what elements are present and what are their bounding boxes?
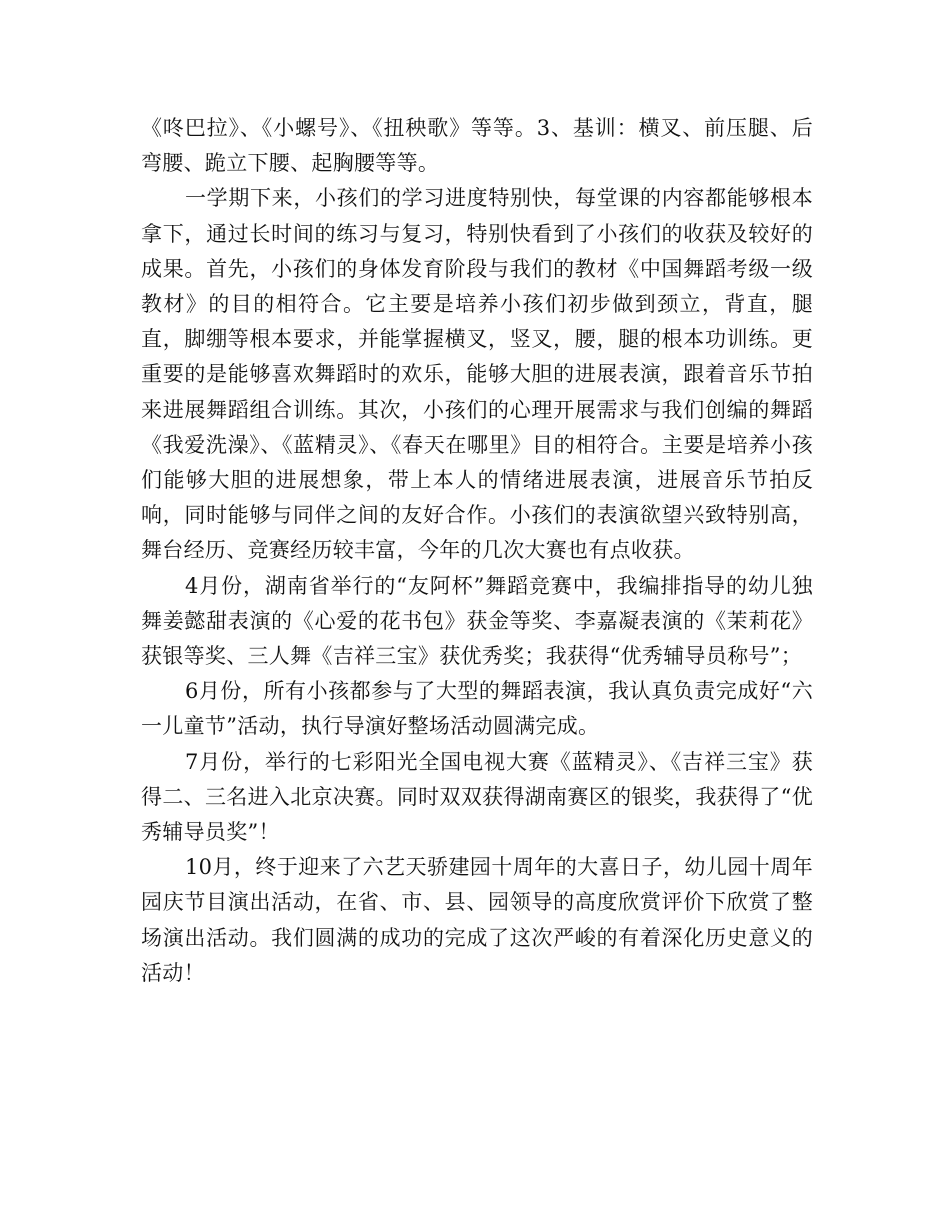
paragraph-july-contest: 7月份，举行的七彩阳光全国电视大赛《蓝精灵》、《吉祥三宝》获得二、三名进入北京决赛。同时双双获得湖南赛区的银奖，我获得了“优秀辅导员奖”！ — [141, 749, 813, 845]
document-body — [141, 111, 813, 991]
paragraph-semester-summary: 一学期下来，小孩们的学习进度特别快，每堂课的内容都能够根本拿下，通过长时间的练习与复习，特别快看到了小孩们的收获及较好的成果。首先，小孩们的身体发育阶段与我们的教材《中国舞蹈考级一级教材》的目的相符合。它主要是培养小孩们初步做到颈立，背直，腿直，脚绷等根本要求，并能掌握横叉，竖叉，腰，腿的根本功训练。更重要的是能够喜欢舞蹈时的欢乐，能够大胆的进展表演，跟着音乐节拍来进展舞蹈组合训练。其次，小孩们的心理开展需求与我们创编的舞蹈《我爱洗澡》、《蓝精灵》、《春天在哪里》目的相符合。主要是培养小孩们能够大胆的进展想象，带上本人的情绪进展表演，进展音乐节拍反响，同时能够与同伴之间的友好合作。小孩们的表演欲望兴致特别高，舞台经历、竞赛经历较丰富，今年的几次大赛也有点收获。 — [141, 186, 813, 563]
paragraph-october-anniversary: 10月，终于迎来了六艺天骄建园十周年的大喜日子，幼儿园十周年园庆节目演出活动，在省、市、县、园领导的高度欣赏评价下欣赏了整场演出活动。我们圆满的成功的完成了这次严峻的有着深化历史意义的活动！ — [141, 855, 813, 985]
paragraph-april-competition: 4月份，湖南省举行的“友阿杯”舞蹈竞赛中，我编排指导的幼儿独舞姜懿甜表演的《心爱的花书包》获金等奖、李嘉凝表演的《茉莉花》获银等奖、三人舞《吉祥三宝》获优秀奖；我获得“优秀辅导员称号”； — [141, 573, 813, 669]
paragraph-training-list: 《咚巴拉》、《小螺号》、《扭秧歌》等等。3、基训：横叉、前压腿、后弯腰、跪立下腰、起胸腰等等。 — [141, 116, 813, 176]
paragraph-june-performance: 6月份，所有小孩都参与了大型的舞蹈表演，我认真负责完成好“六一儿童节”活动，执行导演好整场活动圆满完成。 — [141, 679, 813, 739]
